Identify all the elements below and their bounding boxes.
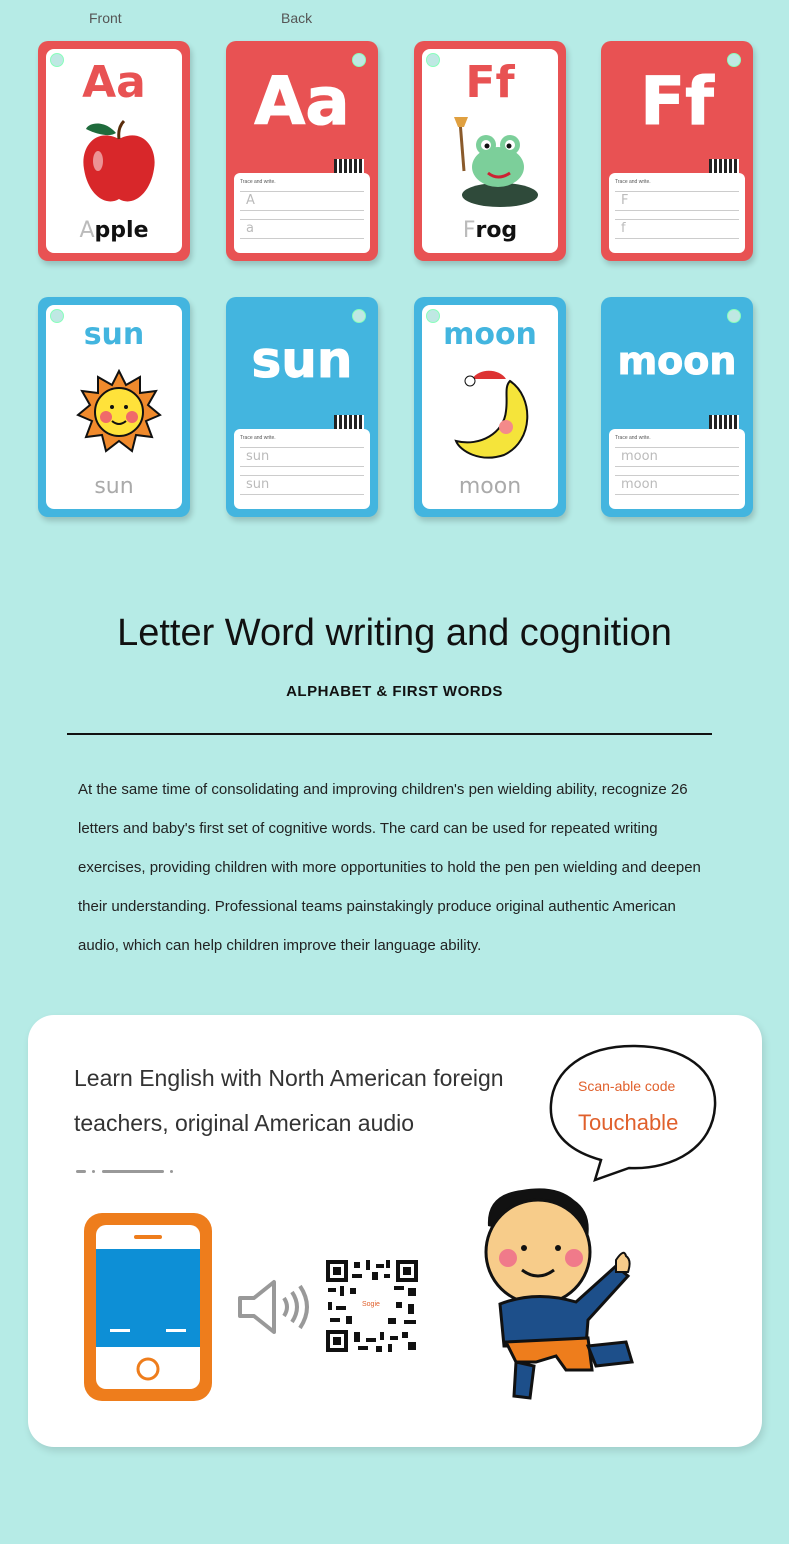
card-f-front: [414, 41, 566, 261]
card-title: Aa: [82, 57, 146, 108]
section-title: Letter Word writing and cognition: [117, 612, 672, 654]
boy-character-icon: [476, 1186, 640, 1412]
trace-label: Trace and write.: [615, 435, 651, 441]
punch-hole: [50, 309, 64, 323]
divider: [67, 733, 712, 735]
word-initial: F: [462, 218, 476, 243]
trace-line: sun: [240, 475, 364, 495]
card-a-front: [38, 41, 190, 261]
trace-line: moon: [615, 447, 739, 467]
card-word: moon: [458, 474, 522, 499]
card-f-back: [601, 41, 753, 261]
card-title: sun: [83, 317, 145, 352]
trace-line: moon: [615, 475, 739, 495]
word-initial: A: [79, 218, 95, 243]
card-title: Ff: [640, 63, 714, 140]
trace-line: F: [615, 191, 739, 211]
word-rest: pple: [94, 218, 149, 243]
card-sun-back: [226, 297, 378, 517]
card-title: moon: [443, 317, 537, 352]
trace-line: sun: [240, 447, 364, 467]
punch-hole: [727, 309, 741, 323]
back-label: Back: [281, 10, 313, 26]
phone-icon: [82, 1211, 214, 1403]
trace-line: f: [615, 219, 739, 239]
card-moon-front: [414, 297, 566, 517]
qr-logo-text: Sogie: [362, 1301, 380, 1308]
card-a-back: [226, 41, 378, 261]
section-subtitle: ALPHABET & FIRST WORDS: [286, 683, 503, 700]
trace-line: a: [240, 219, 364, 239]
trace-label: Trace and write.: [240, 179, 276, 185]
word-rest: rog: [475, 218, 518, 243]
moon-icon: [450, 367, 540, 463]
punch-hole: [426, 309, 440, 323]
card-word: sun: [94, 474, 134, 499]
card-title: moon: [617, 339, 737, 383]
trace-label: Trace and write.: [240, 435, 276, 441]
punch-hole: [50, 53, 64, 67]
dash-decoration: [76, 1169, 176, 1175]
front-label: Front: [89, 10, 122, 26]
trace-line: A: [240, 191, 364, 211]
card-title: Aa: [254, 63, 350, 140]
sun-icon: [76, 369, 162, 455]
bubble-caption: Scan-able code: [578, 1078, 676, 1094]
frog-icon: [450, 111, 540, 211]
card-title: sun: [251, 331, 353, 389]
apple-icon: [76, 117, 162, 207]
audio-heading: Learn English with North American foreign teachers, original American audio: [74, 1065, 504, 1136]
speaker-sound-icon: [236, 1278, 310, 1336]
card-sun-front: [38, 297, 190, 517]
card-title: Ff: [465, 57, 515, 108]
card-moon-back: [601, 297, 753, 517]
trace-label: Trace and write.: [615, 179, 651, 185]
bubble-highlight: Touchable: [578, 1110, 679, 1135]
description-paragraph: At the same time of consolidating and improving children's pen wielding ability, recognize 26 letters and baby's first set of cognitive words. The card can be used for repeated writing exercises, providing children with more opportunities to hold the pen pen wielding and deepen their understanding. Professional teams painstakingly produce original authentic American audio, which can help children improve their language ability.: [78, 781, 701, 954]
punch-hole: [352, 309, 366, 323]
punch-hole: [426, 53, 440, 67]
